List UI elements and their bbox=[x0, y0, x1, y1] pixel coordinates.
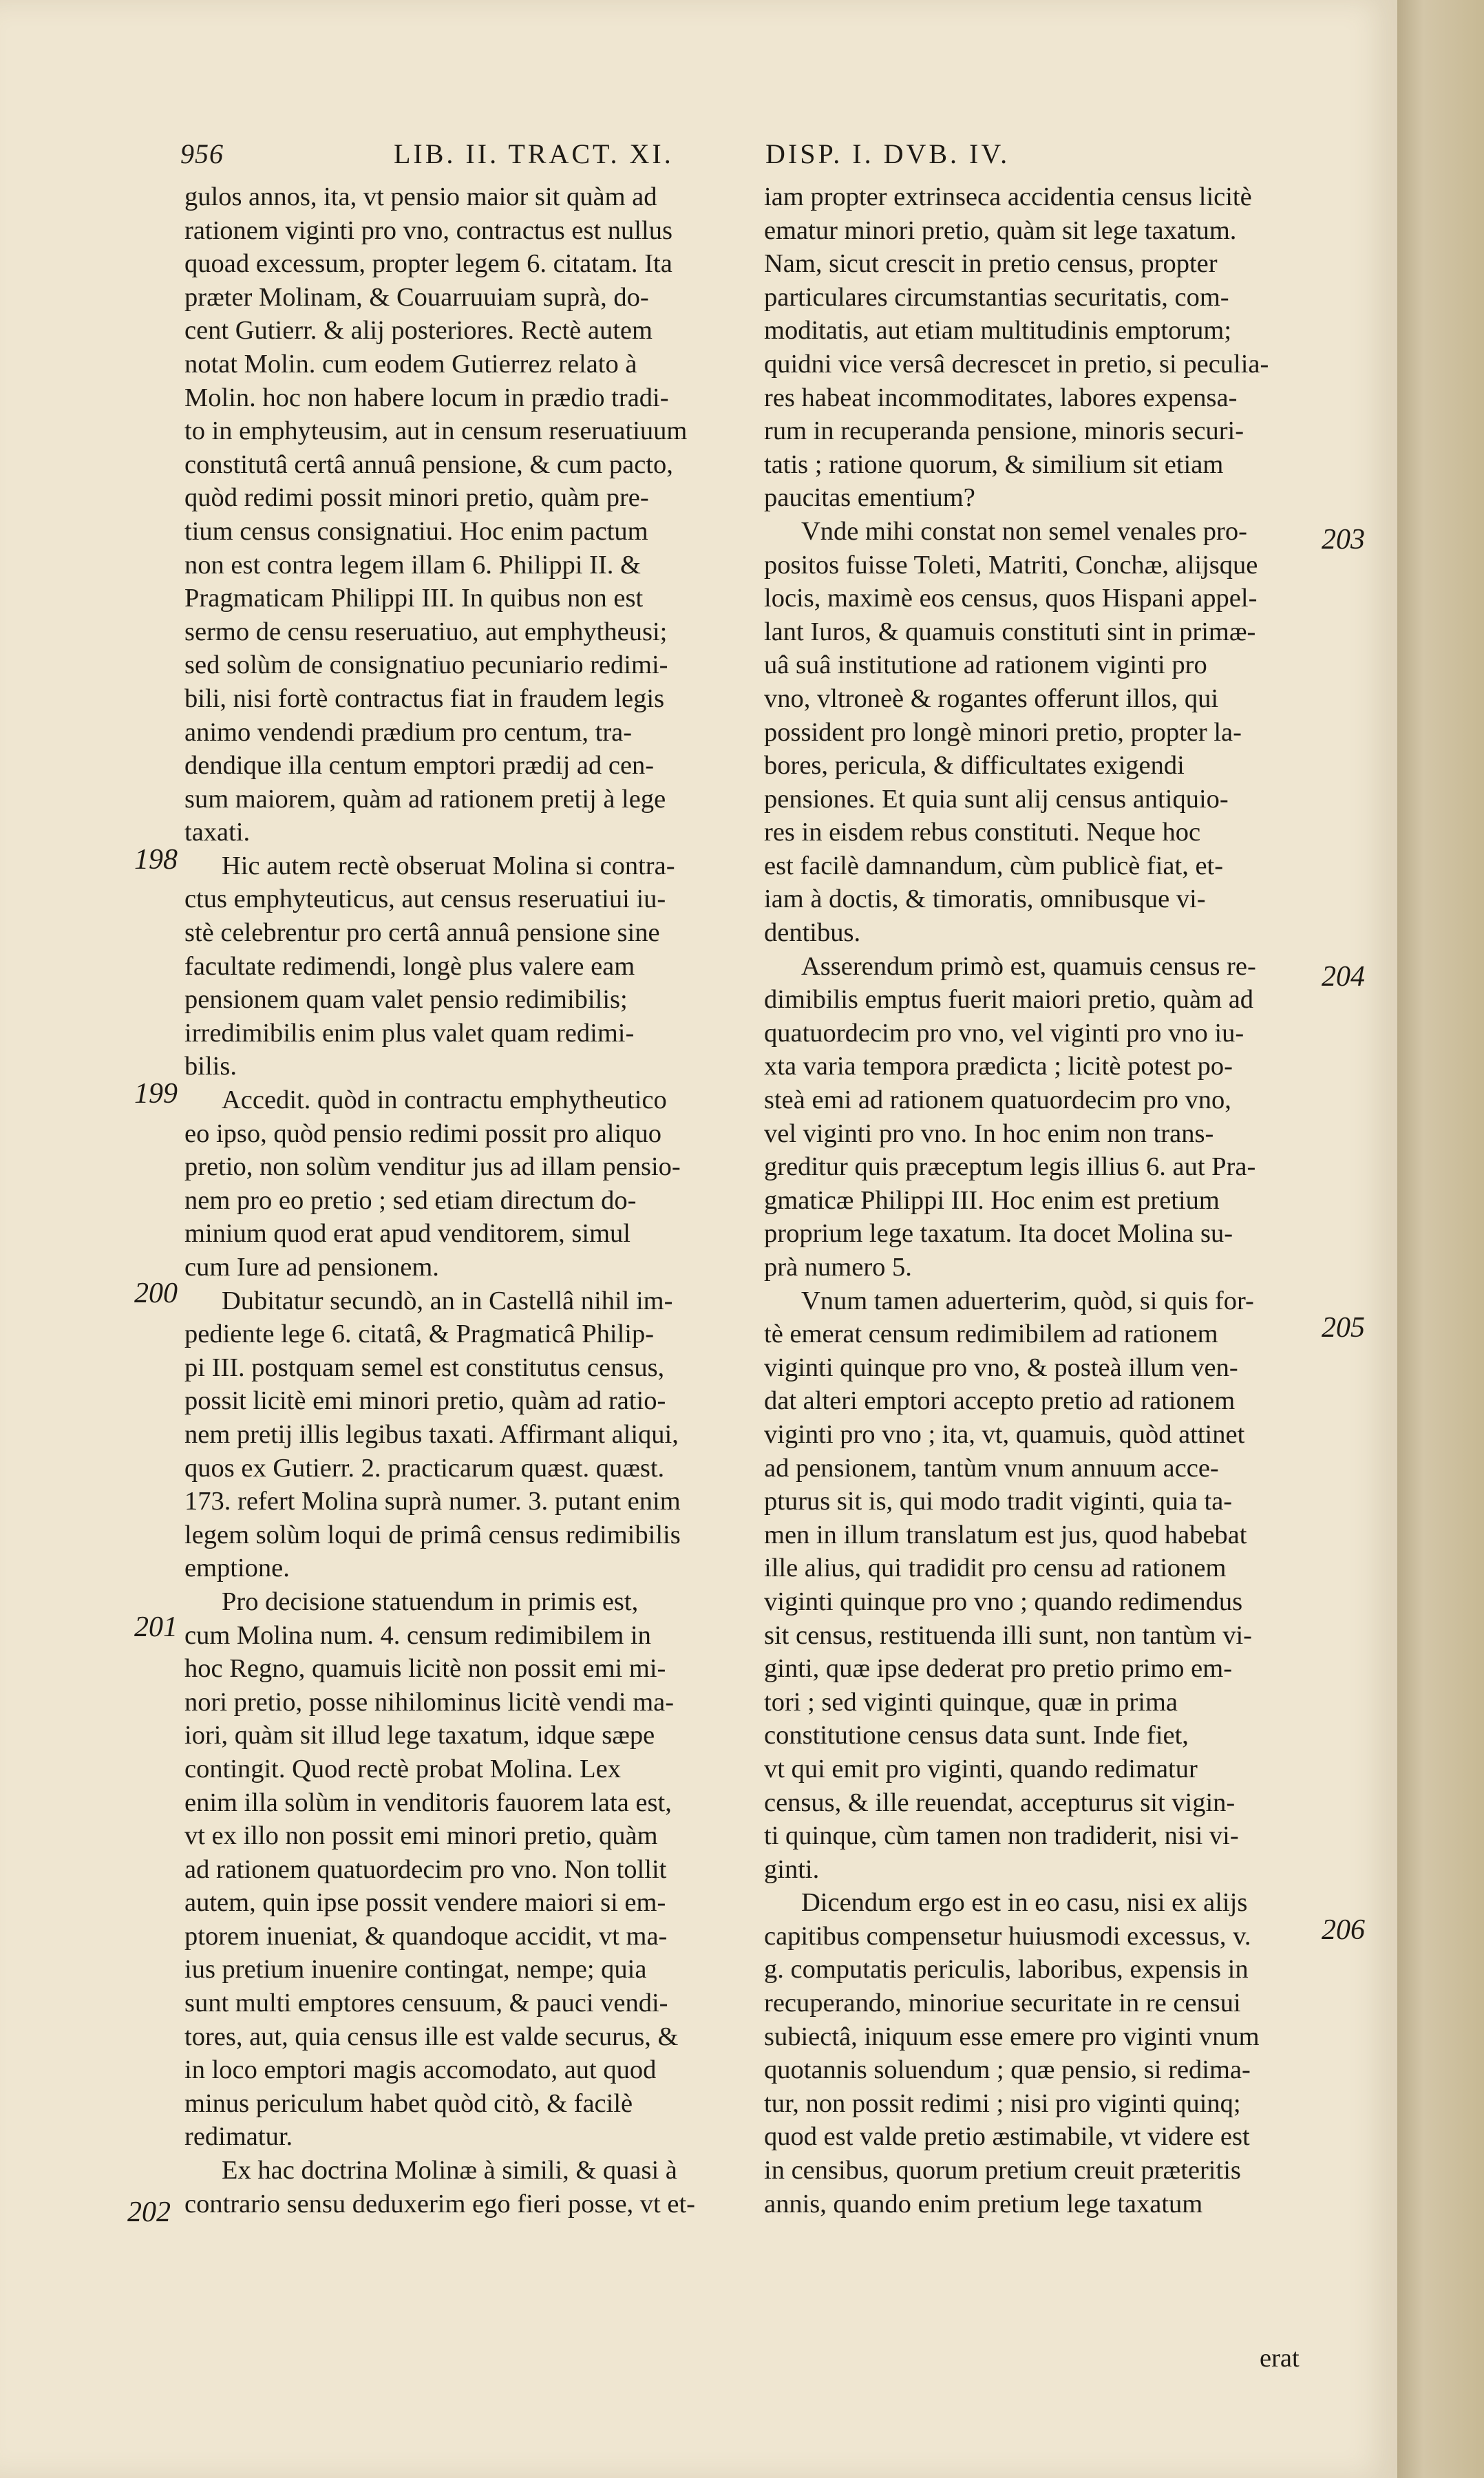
margin-number-202: 202 bbox=[127, 2196, 171, 2228]
text-line: tium census consignatiui. Hoc enim pactum bbox=[184, 516, 648, 546]
text-line: ctus emphyteuticus, aut census reseruatiui iu- bbox=[184, 885, 666, 914]
text-line: emptione. bbox=[184, 1554, 290, 1583]
text-line: to in emphyteusim, aut in censum reseruatiuum bbox=[184, 416, 688, 446]
text-line: viginti quinque pro vno ; quando redimendus bbox=[764, 1587, 1243, 1616]
text-line: legem solùm loqui de primâ census redimibilis bbox=[184, 1520, 681, 1549]
text-line: cum Iure ad pensionem. bbox=[184, 1253, 439, 1282]
text-line: iam propter extrinseca accidentia census licitè bbox=[764, 182, 1252, 211]
text-line: tatis ; ratione quorum, & similium sit etiam bbox=[764, 449, 1224, 479]
text-line: Asserendum primò est, quamuis census re- bbox=[801, 951, 1256, 981]
text-line: particulares circumstantias securitatis, com- bbox=[764, 282, 1229, 312]
text-line: sum maiorem, quàm ad rationem pretij à lege bbox=[184, 784, 666, 814]
text-line: lant Iuros, & quamuis constituti sint in primæ- bbox=[764, 617, 1256, 646]
text-line: gmaticæ Philippi III. Hoc enim est pretium bbox=[764, 1185, 1220, 1215]
margin-number-205: 205 bbox=[1322, 1312, 1365, 1344]
text-line: quod est valde pretio æstimabile, vt videre est bbox=[764, 2122, 1250, 2152]
text-line: dendique illa centum emptori prædij ad cen- bbox=[184, 751, 655, 781]
text-line: possident pro longè minori pretio, propter la- bbox=[764, 717, 1242, 747]
text-line: autem, quin ipse possit vendere maiori si em- bbox=[184, 1888, 666, 1918]
text-line: g. computatis periculis, laboribus, expensis in bbox=[764, 1955, 1249, 1984]
text-line: Pragmaticam Philippi III. In quibus non est bbox=[184, 584, 644, 613]
margin-number-201: 201 bbox=[134, 1611, 178, 1643]
text-line: sermo de censu reseruatiuo, aut emphytheusi; bbox=[184, 617, 668, 646]
text-line: vt qui emit pro viginti, quando redimatur bbox=[764, 1754, 1198, 1783]
text-line: ginti. bbox=[764, 1854, 820, 1884]
text-line: ginti, quæ ipse dederat pro pretio primo em- bbox=[764, 1654, 1233, 1684]
text-line: uâ suâ institutione ad rationem viginti pro bbox=[764, 650, 1207, 680]
left-column bbox=[184, 180, 735, 2221]
margin-number-204: 204 bbox=[1322, 961, 1365, 993]
text-line: Hic autem rectè obseruat Molina si contra- bbox=[222, 851, 675, 880]
text-line: in loco emptori magis accomodato, aut quod bbox=[184, 2055, 657, 2085]
text-line: xta varia tempora prædicta ; licitè potest po- bbox=[764, 1052, 1233, 1081]
margin-number-199: 199 bbox=[134, 1078, 178, 1110]
text-line: nem pro eo pretio ; sed etiam directum do- bbox=[184, 1185, 637, 1215]
text-line: viginti pro vno ; ita, vt, quamuis, quòd attinet bbox=[764, 1419, 1245, 1449]
text-line: bili, nisi fortè contractus fiat in fraudem legis bbox=[184, 684, 665, 713]
text-line: Accedit. quòd in contractu emphytheutico bbox=[222, 1086, 667, 1115]
text-line: moditatis, aut etiam multitudinis emptorum; bbox=[764, 316, 1232, 346]
text-line: ptorem inueniat, & quandoque accidit, vt ma- bbox=[184, 1921, 668, 1951]
text-line: cum Molina num. 4. censum redimibilem in bbox=[184, 1620, 651, 1650]
text-line: pensionem quam valet pensio redimibilis; bbox=[184, 985, 628, 1015]
page-number: 956 bbox=[180, 138, 224, 169]
text-line: dat alteri emptori accepto pretio ad rationem bbox=[764, 1386, 1236, 1416]
text-line: irredimibilis enim plus valet quam redimi- bbox=[184, 1018, 635, 1048]
margin-number-200: 200 bbox=[134, 1278, 178, 1309]
text-line: iam à doctis, & timoratis, omnibusque vi- bbox=[764, 885, 1206, 914]
text-line: possit licitè emi minori pretio, quàm ad ratio- bbox=[184, 1386, 666, 1416]
text-line: ius pretium inuenire contingat, nempe; quia bbox=[184, 1955, 647, 1984]
text-line: annis, quando enim pretium lege taxatum bbox=[764, 2189, 1203, 2218]
text-line: quatuordecim pro vno, vel viginti pro vno iu- bbox=[764, 1018, 1244, 1048]
text-line: stè celebrentur pro certâ annuâ pensione sine bbox=[184, 918, 660, 948]
text-line: greditur quis præceptum legis illius 6. aut Pra- bbox=[764, 1152, 1256, 1182]
text-line: Vnde mihi constat non semel venales pro- bbox=[801, 516, 1247, 546]
text-line: paucitas ementium? bbox=[764, 483, 975, 513]
margin-number-203: 203 bbox=[1322, 524, 1365, 555]
text-line: minus periculum habet quòd citò, & facilè bbox=[184, 2088, 633, 2118]
text-line: Vnum tamen aduerterim, quòd, si quis for- bbox=[801, 1286, 1254, 1315]
text-line: quotannis soluendum ; quæ pensio, si redima- bbox=[764, 2055, 1251, 2085]
text-line: Dicendum ergo est in eo casu, nisi ex alijs bbox=[801, 1888, 1248, 1918]
text-line: Dubitatur secundò, an in Castellâ nihil im- bbox=[222, 1286, 673, 1315]
text-line: tores, aut, quia census ille est valde securus, & bbox=[184, 2022, 679, 2051]
text-line: men in illum translatum est jus, quod habebat bbox=[764, 1520, 1247, 1549]
text-line: res habeat incommoditates, labores expensa- bbox=[764, 383, 1238, 412]
text-line: quòd redimi possit minori pretio, quàm pre- bbox=[184, 483, 649, 513]
text-line: pensiones. Et quia sunt alij census antiquio- bbox=[764, 784, 1229, 814]
text-line: tur, non possit redimi ; nisi pro viginti quinq; bbox=[764, 2088, 1241, 2118]
text-line: est facilè damnandum, cùm publicè fiat, et- bbox=[764, 851, 1224, 880]
text-line: præter Molinam, & Couarruuiam suprà, do- bbox=[184, 282, 649, 312]
text-line: eo ipso, quòd pensio redimi possit pro aliquo bbox=[184, 1119, 661, 1148]
text-line: facultate redimendi, longè plus valere eam bbox=[184, 951, 635, 981]
text-line: quos ex Gutierr. 2. practicarum quæst. quæst. bbox=[184, 1453, 665, 1483]
text-line: quidni vice versâ decrescet in pretio, si peculia- bbox=[764, 349, 1269, 379]
text-line: minium quod erat apud venditorem, simul bbox=[184, 1219, 630, 1249]
page-edge bbox=[1397, 0, 1484, 2478]
text-line: prà numero 5. bbox=[764, 1253, 912, 1282]
text-line: Pro decisione statuendum in primis est, bbox=[222, 1587, 639, 1616]
text-line: contrario sensu deduxerim ego fieri posse, vt et- bbox=[184, 2189, 695, 2218]
text-line: sed solùm de consignatiuo pecuniario redimi- bbox=[184, 650, 668, 680]
text-line: dentibus. bbox=[764, 918, 861, 948]
right-column bbox=[764, 180, 1315, 2221]
text-line: tori ; sed viginti quinque, quæ in prima bbox=[764, 1687, 1178, 1717]
text-line: ad pensionem, tantùm vnum annuum acce- bbox=[764, 1453, 1219, 1483]
text-line: subiectâ, iniquum esse emere pro viginti vnum bbox=[764, 2022, 1260, 2051]
text-line: ille alius, qui tradidit pro censu ad rationem bbox=[764, 1554, 1227, 1583]
disputation-title: DISP. I. DVB. IV. bbox=[765, 138, 1010, 169]
text-line: in censibus, quorum pretium creuit præteritis bbox=[764, 2156, 1241, 2185]
text-line: nori pretio, posse nihilominus licitè vendi ma- bbox=[184, 1687, 675, 1717]
text-line: vt ex illo non possit emi minori pretio, quàm bbox=[184, 1821, 658, 1851]
text-line: census, & ille reuendat, accepturus sit vigin- bbox=[764, 1788, 1236, 1817]
text-line: cent Gutierr. & alij posteriores. Rectè autem bbox=[184, 316, 653, 346]
text-line: positos fuisse Toleti, Matriti, Conchæ, alijsque bbox=[764, 550, 1258, 580]
text-line: steà emi ad rationem quatuordecim pro vno, bbox=[764, 1086, 1231, 1115]
text-line: rum in recuperanda pensione, minoris securi- bbox=[764, 416, 1244, 446]
text-line: Ex hac doctrina Molinæ à simili, & quasi à bbox=[222, 2156, 677, 2185]
text-line: taxati. bbox=[184, 818, 251, 847]
text-line: rationem viginti pro vno, contractus est nullus bbox=[184, 215, 672, 245]
text-line: enim illa solùm in venditoris fauorem lata est, bbox=[184, 1788, 672, 1817]
text-line: 173. refert Molina suprà numer. 3. putant enim bbox=[184, 1487, 681, 1516]
text-line: recuperando, minoriue securitate in re censui bbox=[764, 1989, 1241, 2018]
text-line: contingit. Quod rectè probat Molina. Lex bbox=[184, 1754, 622, 1783]
text-line: proprium lege taxatum. Ita docet Molina su- bbox=[764, 1219, 1233, 1249]
text-line: Molin. hoc non habere locum in prædio tradi- bbox=[184, 383, 669, 412]
text-line: gulos annos, ita, vt pensio maior sit quàm ad bbox=[184, 182, 657, 211]
text-line: sunt multi emptores censuum, & pauci vendi- bbox=[184, 1989, 668, 2018]
text-line: pturus sit is, qui modo tradit viginti, quia ta- bbox=[764, 1487, 1233, 1516]
text-line: pediente lege 6. citatâ, & Pragmaticâ Philip- bbox=[184, 1320, 655, 1349]
text-line: sit census, restituenda illi sunt, non tantùm vi- bbox=[764, 1620, 1252, 1650]
text-line: capitibus compensetur huiusmodi excessus, v. bbox=[764, 1921, 1251, 1951]
text-line: tè emerat censum redimibilem ad rationem bbox=[764, 1320, 1218, 1349]
text-line: constitutione census data sunt. Inde fiet, bbox=[764, 1721, 1189, 1750]
text-line: animo vendendi prædium pro centum, tra- bbox=[184, 717, 633, 747]
text-line: hoc Regno, quamuis licitè non possit emi mi- bbox=[184, 1654, 666, 1684]
text-line: notat Molin. cum eodem Gutierrez relato à bbox=[184, 349, 637, 379]
text-line: viginti quinque pro vno, & posteà illum ven- bbox=[764, 1353, 1238, 1382]
text-line: quoad excessum, propter legem 6. citatam. Ita bbox=[184, 249, 672, 279]
text-line: locis, maximè eos census, quos Hispani appel- bbox=[764, 584, 1258, 613]
text-line: bilis. bbox=[184, 1052, 237, 1081]
text-line: vel viginti pro vno. In hoc enim non trans- bbox=[764, 1119, 1214, 1148]
margin-number-198: 198 bbox=[134, 844, 178, 876]
text-line: vno, vltroneè & rogantes offerunt illos, qui bbox=[764, 684, 1219, 713]
text-line: ti quinque, cùm tamen non tradiderit, nisi vi- bbox=[764, 1821, 1239, 1851]
margin-number-206: 206 bbox=[1322, 1914, 1365, 1946]
text-line: bores, pericula, & difficultates exigendi bbox=[764, 751, 1185, 781]
text-line: Nam, sicut crescit in pretio census, propter bbox=[764, 249, 1218, 279]
text-line: iori, quàm sit illud lege taxatum, idque sæpe bbox=[184, 1721, 655, 1750]
text-line: ematur minori pretio, quàm sit lege taxatum. bbox=[764, 215, 1237, 245]
text-line: res in eisdem rebus constituti. Neque hoc bbox=[764, 818, 1201, 847]
text-line: constitutâ certâ annuâ pensione, & cum pacto, bbox=[184, 449, 673, 479]
text-line: dimibilis emptus fuerit maiori pretio, quàm ad bbox=[764, 985, 1254, 1015]
text-line: pi III. postquam semel est constitutus census, bbox=[184, 1353, 665, 1382]
book-title: LIB. II. TRACT. XI. bbox=[394, 138, 674, 169]
text-line: nem pretij illis legibus taxati. Affirmant aliqui, bbox=[184, 1419, 679, 1449]
running-header bbox=[180, 138, 1309, 179]
catchword: erat bbox=[1260, 2344, 1300, 2373]
text-line: redimatur. bbox=[184, 2122, 293, 2152]
text-line: ad rationem quatuordecim pro vno. Non tollit bbox=[184, 1854, 667, 1884]
text-line: pretio, non solùm venditur jus ad illam pensio- bbox=[184, 1152, 681, 1182]
text-line: non est contra legem illam 6. Philippi II. & bbox=[184, 550, 641, 580]
